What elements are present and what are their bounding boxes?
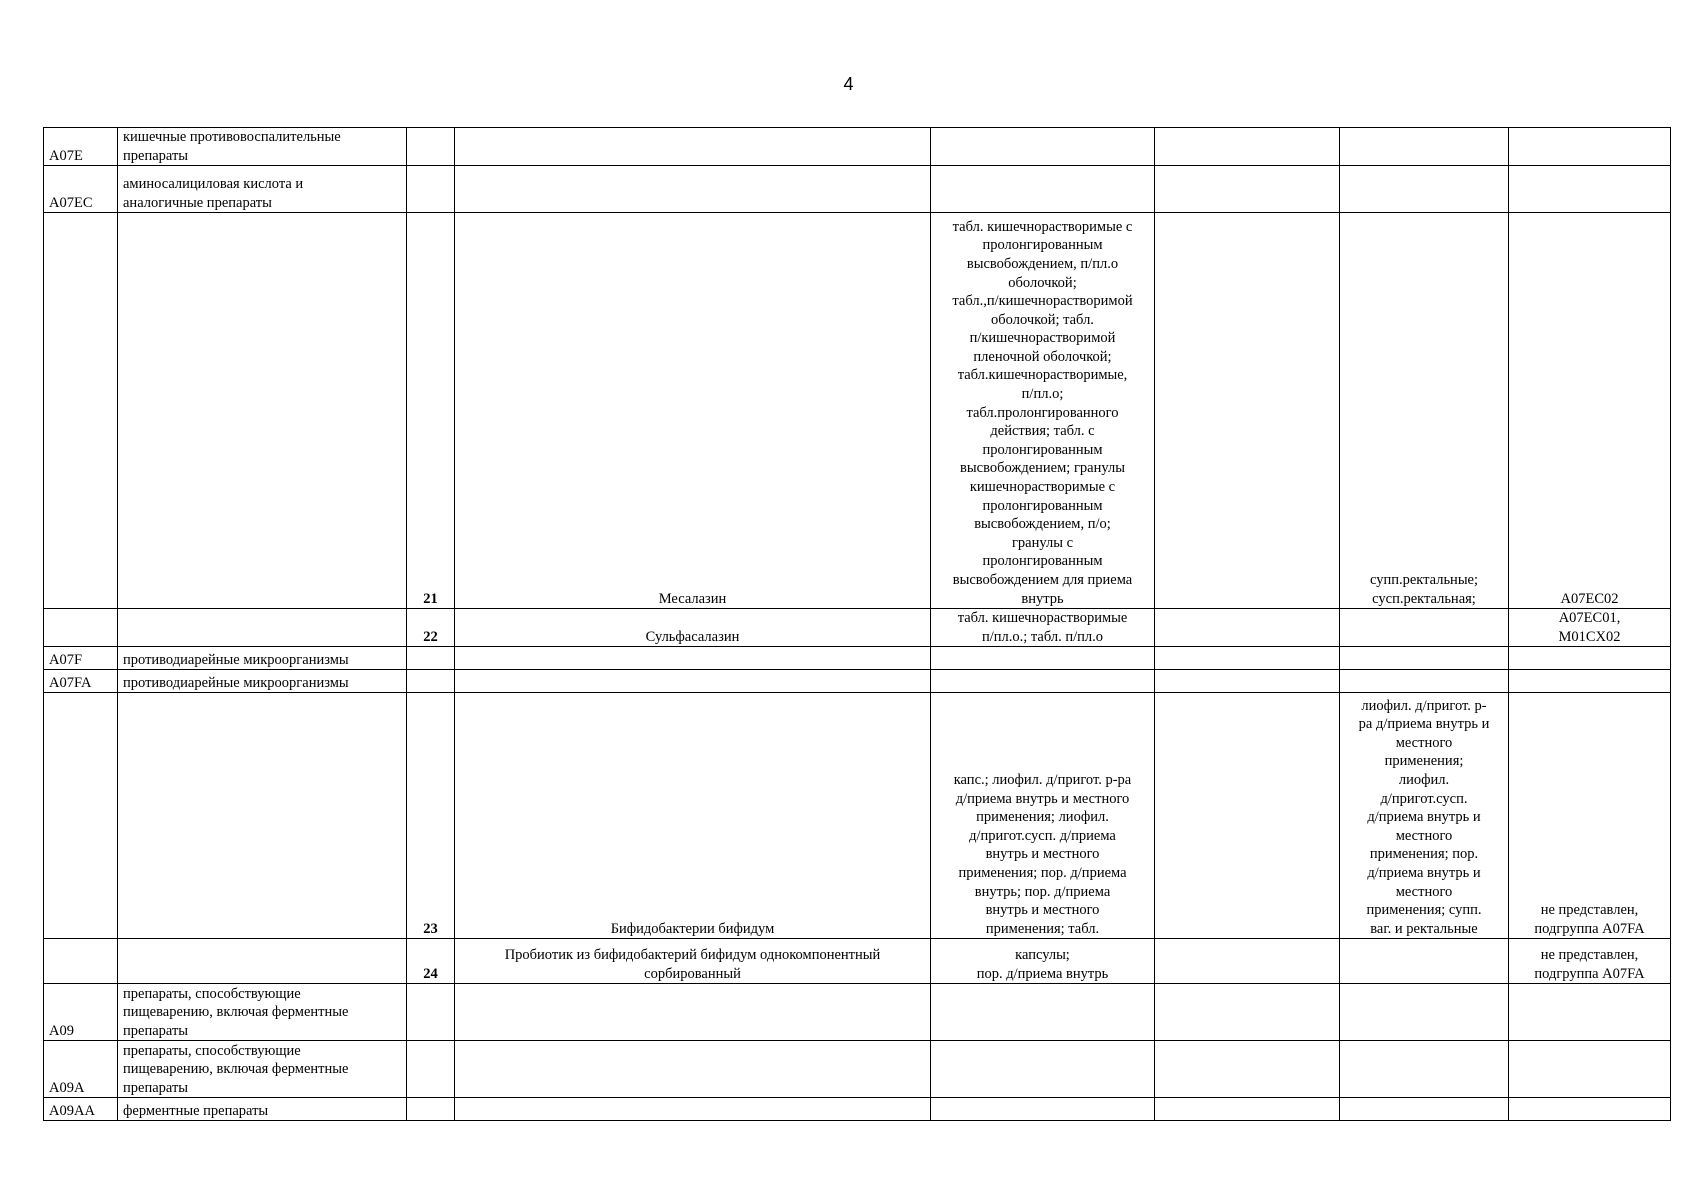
atc-reference-cell	[1509, 1041, 1671, 1098]
additional-form-line: лиофил.	[1398, 772, 1450, 789]
additional-form-line: лиофил. д/пригот. р-	[1361, 697, 1487, 714]
group-name-cell	[118, 647, 407, 670]
group-name-line: препараты, способствующие	[123, 1042, 301, 1059]
dosage-form-line: табл.пролонгированного	[966, 404, 1119, 421]
empty-cell	[1155, 128, 1340, 166]
empty-cell	[1155, 1098, 1340, 1121]
atc-reference-line: подгруппа A07FA	[1534, 920, 1645, 937]
additional-form-cell	[1340, 166, 1509, 213]
row-number-cell	[407, 984, 455, 1041]
dosage-form-line: д/пригот.сусп. д/приема	[969, 827, 1116, 844]
atc-reference-cell	[1509, 647, 1671, 670]
group-name-line: противодиарейные микроорганизмы	[123, 651, 349, 668]
dosage-form-cell	[931, 939, 1155, 984]
atc-reference-cell	[1509, 128, 1671, 166]
group-name-cell	[118, 166, 407, 213]
atc-reference-line: не представлен,	[1540, 902, 1639, 919]
atc-reference-line: A07EC02	[1560, 590, 1619, 607]
row-number-cell	[407, 670, 455, 693]
drug-name-line: Сульфасалазин	[645, 628, 740, 645]
dosage-form-line: внутрь	[1021, 590, 1064, 607]
drug-name-cell	[455, 647, 931, 670]
group-name-cell	[118, 213, 407, 609]
row-number-cell	[407, 647, 455, 670]
dosage-form-line: гранулы с	[1011, 534, 1074, 551]
dosage-form-line: п/кишечнорастворимой	[969, 330, 1116, 347]
atc-reference-cell	[1509, 693, 1671, 939]
dosage-form-line: внутрь и местного	[985, 846, 1100, 863]
additional-form-line: ваг. и ректальные	[1370, 920, 1478, 937]
group-name-line: препараты	[123, 147, 189, 164]
dosage-form-cell	[931, 1098, 1155, 1121]
dosage-form-cell	[931, 984, 1155, 1041]
group-name-cell	[118, 939, 407, 984]
additional-form-line: д/приема внутрь и	[1367, 865, 1481, 881]
group-name-cell	[118, 670, 407, 693]
drug-name-cell	[455, 939, 931, 984]
group-name-line: аналогичные препараты	[123, 194, 272, 211]
additional-form-line: сусп.ректальная;	[1372, 590, 1476, 607]
group-name-cell	[118, 609, 407, 647]
dosage-form-cell	[931, 128, 1155, 166]
dosage-form-line: высвобождением, п/о;	[974, 516, 1111, 533]
dosage-form-line: внутрь и местного	[985, 902, 1100, 919]
drug-name-cell	[455, 1098, 931, 1121]
drug-name-cell	[455, 984, 931, 1041]
dosage-form-line: табл.,п/кишечнорастворимой	[952, 293, 1133, 310]
dosage-form-cell	[931, 609, 1155, 647]
page-number: 4	[843, 74, 854, 94]
group-name-line: ферментные препараты	[123, 1102, 269, 1119]
atc-code-cell: A07EC	[44, 166, 118, 213]
additional-form-line: местного	[1395, 734, 1453, 751]
additional-form-line: местного	[1395, 827, 1453, 844]
drug-name-cell	[455, 128, 931, 166]
row-number-cell	[407, 1098, 455, 1121]
row-number-cell: 24	[407, 939, 455, 984]
table-row	[44, 693, 1671, 939]
group-name-line: пищеварению, включая ферментные	[123, 1004, 349, 1021]
table-row	[44, 670, 1671, 693]
row-number-cell: 21	[407, 213, 455, 609]
empty-cell	[1155, 693, 1340, 939]
dosage-form-line: применения; табл.	[985, 920, 1100, 937]
empty-cell	[1155, 647, 1340, 670]
dosage-form-line: высвобождением; гранулы	[960, 460, 1125, 477]
group-name-line: препараты	[123, 1079, 189, 1096]
group-name-line: препараты	[123, 1022, 189, 1039]
drug-name-cell	[455, 693, 931, 939]
empty-cell	[1155, 213, 1340, 609]
dosage-form-cell	[931, 166, 1155, 213]
table-row	[44, 213, 1671, 609]
dosage-form-line: высвобождением, п/пл.о	[966, 255, 1119, 272]
group-name-line: противодиарейные микроорганизмы	[123, 674, 349, 691]
dosage-form-cell	[931, 670, 1155, 693]
row-number-cell	[407, 128, 455, 166]
dosage-form-line: применения; пор. д/приема	[958, 865, 1127, 881]
dosage-form-line: п/пл.о.; табл. п/пл.о	[981, 628, 1104, 645]
additional-form-cell	[1340, 1041, 1509, 1098]
group-name-cell	[118, 1098, 407, 1121]
atc-reference-cell	[1509, 984, 1671, 1041]
additional-form-line: местного	[1395, 883, 1453, 900]
dosage-form-line: п/пл.о;	[1021, 386, 1064, 403]
table-row	[44, 1041, 1671, 1098]
group-name-line: кишечные противовоспалительные	[123, 129, 341, 145]
group-name-cell	[118, 693, 407, 939]
table-body	[44, 128, 1671, 1121]
atc-reference-line: подгруппа A07FA	[1534, 965, 1645, 982]
dosage-form-line: табл. кишечнорастворимые с	[952, 218, 1133, 235]
table-row	[44, 609, 1671, 647]
empty-cell	[1155, 166, 1340, 213]
additional-form-cell	[1340, 984, 1509, 1041]
atc-code-cell: A07FA	[44, 670, 118, 693]
atc-code-cell	[44, 693, 118, 939]
dosage-form-cell	[931, 693, 1155, 939]
drug-name-cell	[455, 609, 931, 647]
atc-code-cell: A09A	[44, 1041, 118, 1098]
additional-form-line: применения; супп.	[1366, 902, 1482, 919]
table-row	[44, 939, 1671, 984]
atc-code-cell	[44, 939, 118, 984]
dosage-form-line: кишечнорастворимые с	[969, 479, 1116, 496]
empty-cell	[1155, 670, 1340, 693]
group-name-line: аминосалициловая кислота и	[123, 176, 304, 192]
additional-form-cell	[1340, 647, 1509, 670]
atc-reference-cell	[1509, 670, 1671, 693]
additional-form-cell	[1340, 670, 1509, 693]
row-number-cell	[407, 1041, 455, 1098]
empty-cell	[1155, 939, 1340, 984]
group-name-cell	[118, 1041, 407, 1098]
dosage-form-line: капсулы;	[1015, 947, 1070, 964]
atc-reference-cell	[1509, 1098, 1671, 1121]
table-row	[44, 984, 1671, 1041]
additional-form-cell	[1340, 939, 1509, 984]
atc-reference-cell	[1509, 939, 1671, 984]
dosage-form-cell	[931, 1041, 1155, 1098]
table-row	[44, 166, 1671, 213]
atc-code-cell: A09	[44, 984, 118, 1041]
empty-cell	[1155, 609, 1340, 647]
drug-name-cell	[455, 166, 931, 213]
drug-name-cell	[455, 1041, 931, 1098]
dosage-form-line: оболочкой; табл.	[991, 311, 1094, 328]
atc-reference-cell	[1509, 213, 1671, 609]
additional-form-line: д/приема внутрь и	[1367, 809, 1481, 826]
drug-name-line: сорбированный	[644, 965, 741, 982]
atc-code-cell: A09AA	[44, 1098, 118, 1121]
group-name-cell	[118, 984, 407, 1041]
dosage-form-line: внутрь; пор. д/приема	[974, 883, 1111, 900]
additional-form-line: ра д/приема внутрь и	[1358, 716, 1490, 733]
row-number-cell: 23	[407, 693, 455, 939]
dosage-form-line: пролонгированным	[982, 497, 1103, 514]
group-name-line: пищеварению, включая ферментные	[123, 1061, 349, 1078]
dosage-form-line: пролонгированным	[982, 441, 1103, 458]
table-row	[44, 1098, 1671, 1121]
dosage-form-line: применения; лиофил.	[976, 809, 1109, 826]
drug-name-line: Бифидобактерии бифидум	[610, 920, 775, 937]
atc-reference-line: A07EC01,	[1558, 610, 1621, 627]
table-row	[44, 647, 1671, 670]
additional-form-cell	[1340, 609, 1509, 647]
dosage-form-line: оболочкой;	[1008, 274, 1077, 291]
group-name-cell	[118, 128, 407, 166]
additional-form-cell	[1340, 1098, 1509, 1121]
additional-form-line: супп.ректальные;	[1369, 572, 1479, 588]
atc-reference-cell	[1509, 609, 1671, 647]
additional-form-cell	[1340, 128, 1509, 166]
row-number-cell	[407, 166, 455, 213]
atc-code-cell: A07E	[44, 128, 118, 166]
atc-code-cell	[44, 213, 118, 609]
dosage-form-cell	[931, 213, 1155, 609]
additional-form-cell	[1340, 213, 1509, 609]
atc-code-cell	[44, 609, 118, 647]
drug-name-line: Пробиотик из бифидобактерий бифидум однокомпонентный	[504, 947, 881, 964]
atc-reference-cell	[1509, 166, 1671, 213]
atc-reference-line: не представлен,	[1540, 947, 1639, 964]
dosage-form-line: д/приема внутрь и местного	[955, 790, 1130, 807]
drug-classification-table	[43, 127, 1671, 1121]
additional-form-line: применения; пор.	[1369, 846, 1479, 863]
dosage-form-line: пролонгированным	[982, 553, 1103, 570]
dosage-form-line: пролонгированным	[982, 237, 1103, 254]
table-row	[44, 128, 1671, 166]
drug-name-cell	[455, 670, 931, 693]
group-name-line: препараты, способствующие	[123, 985, 301, 1002]
empty-cell	[1155, 1041, 1340, 1098]
dosage-form-line: пленочной оболочкой;	[973, 348, 1112, 365]
row-number-cell: 22	[407, 609, 455, 647]
additional-form-cell	[1340, 693, 1509, 939]
empty-cell	[1155, 984, 1340, 1041]
dosage-form-cell	[931, 647, 1155, 670]
dosage-form-line: табл. кишечнорастворимые	[957, 610, 1128, 627]
additional-form-line: применения;	[1384, 753, 1464, 770]
dosage-form-line: табл.кишечнорастворимые,	[957, 367, 1128, 384]
dosage-form-line: пор. д/приема внутрь	[976, 965, 1109, 982]
dosage-form-line: высвобождением для приема	[952, 572, 1133, 588]
dosage-form-line: капс.; лиофил. д/пригот. р-ра	[953, 772, 1132, 789]
atc-reference-line: M01CX02	[1558, 628, 1621, 645]
atc-code-cell: A07F	[44, 647, 118, 670]
drug-name-line: Месалазин	[658, 590, 727, 607]
additional-form-line: д/пригот.сусп.	[1380, 790, 1468, 807]
drug-name-cell	[455, 213, 931, 609]
dosage-form-line: действия; табл. с	[990, 423, 1095, 440]
